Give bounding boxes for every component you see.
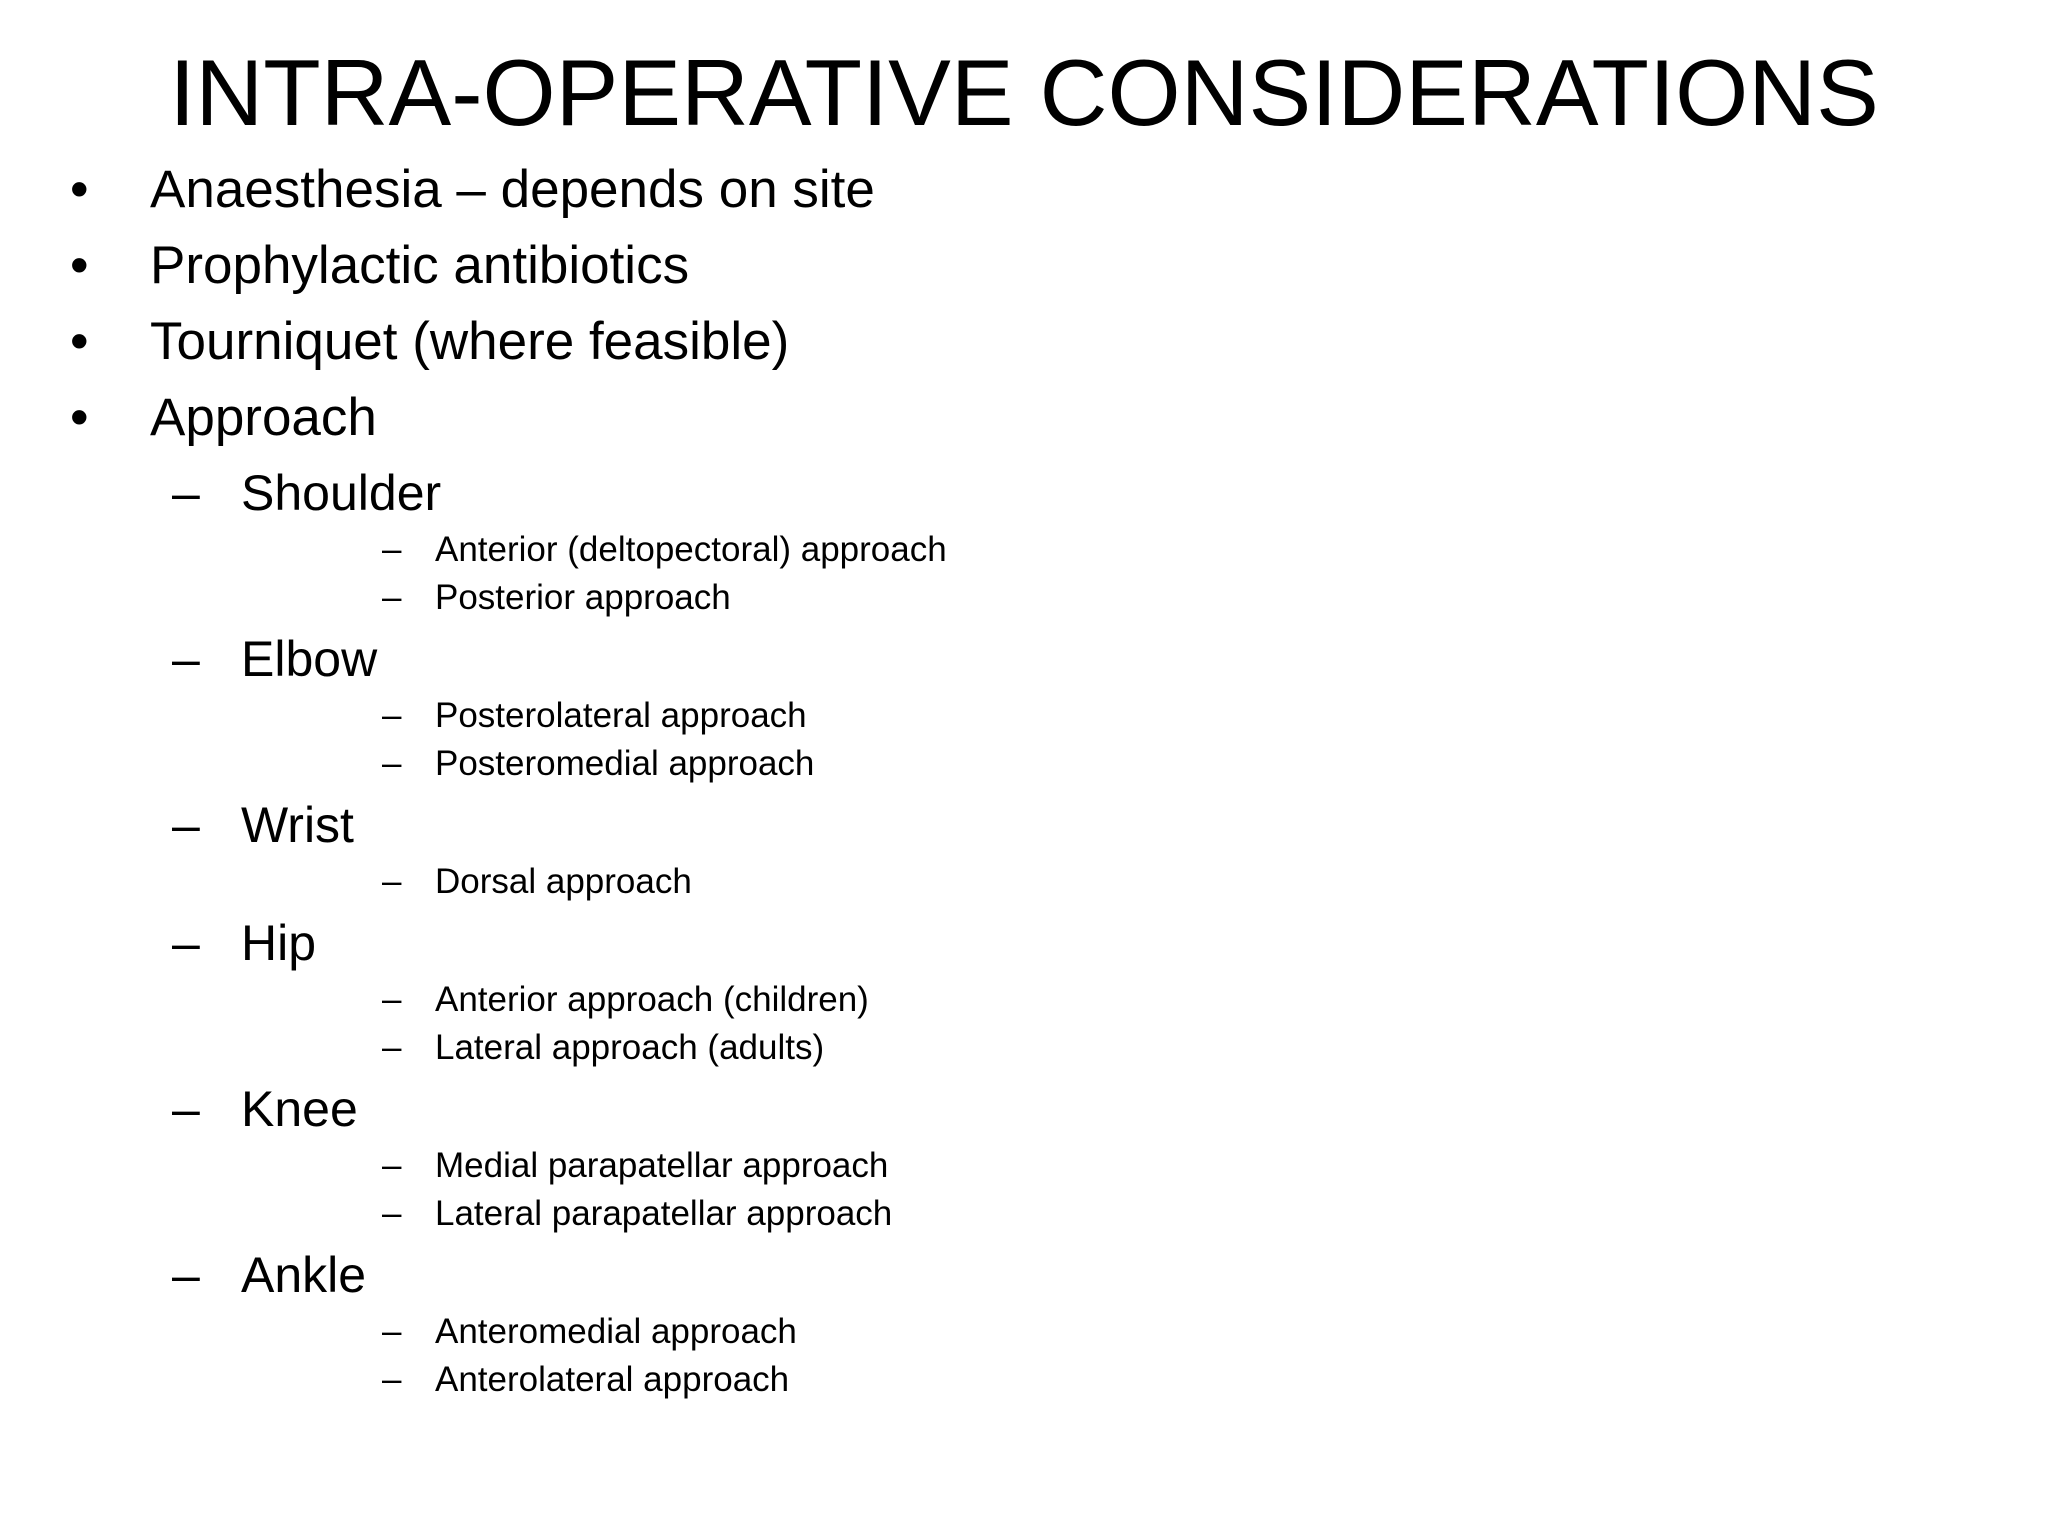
bullet-text: Prophylactic antibiotics: [150, 236, 690, 295]
site-name: Hip: [241, 915, 317, 971]
dash-marker: –: [172, 797, 200, 853]
approach-text: Lateral parapatellar approach: [435, 1194, 893, 1233]
approach-text: Anterior (deltopectoral) approach: [435, 530, 947, 569]
site-name: Ankle: [241, 1247, 367, 1303]
dash-marker: –: [382, 578, 402, 617]
dash-marker: –: [382, 980, 402, 1019]
bullet-text: Tourniquet (where feasible): [150, 312, 790, 371]
approach-text: Posterolateral approach: [435, 696, 807, 735]
approach-text: Lateral approach (adults): [435, 1028, 825, 1067]
bullet-text: Anaesthesia – depends on site: [150, 160, 875, 219]
dash-marker: –: [382, 862, 402, 901]
dash-marker: –: [172, 915, 200, 971]
dash-marker: –: [382, 744, 402, 783]
dash-marker: –: [382, 530, 402, 569]
approach-text: Anterior approach (children): [435, 980, 869, 1019]
dash-marker: –: [382, 696, 402, 735]
dash-marker: –: [172, 1081, 200, 1137]
dash-marker: –: [382, 1312, 402, 1351]
approach-text: Posteromedial approach: [435, 744, 815, 783]
dash-marker: –: [382, 1360, 402, 1399]
approach-text: Anterolateral approach: [435, 1360, 790, 1399]
site-name: Shoulder: [241, 465, 442, 521]
bullet-text: Approach: [150, 388, 377, 447]
site-name: Elbow: [241, 631, 378, 687]
dash-marker: –: [172, 631, 200, 687]
dash-marker: –: [382, 1194, 402, 1233]
approach-text: Medial parapatellar approach: [435, 1146, 889, 1185]
bullet-marker: •: [70, 388, 89, 447]
approach-text: Anteromedial approach: [435, 1312, 797, 1351]
slide-title: INTRA-OPERATIVE CONSIDERATIONS: [169, 40, 1879, 145]
bullet-marker: •: [70, 160, 89, 219]
bullet-marker: •: [70, 236, 89, 295]
dash-marker: –: [172, 465, 200, 521]
dash-marker: –: [172, 1247, 200, 1303]
bullet-marker: •: [70, 312, 89, 371]
site-name: Wrist: [241, 797, 354, 853]
approach-text: Dorsal approach: [435, 862, 692, 901]
site-name: Knee: [241, 1081, 358, 1137]
approach-text: Posterior approach: [435, 578, 731, 617]
dash-marker: –: [382, 1028, 402, 1067]
dash-marker: –: [382, 1146, 402, 1185]
